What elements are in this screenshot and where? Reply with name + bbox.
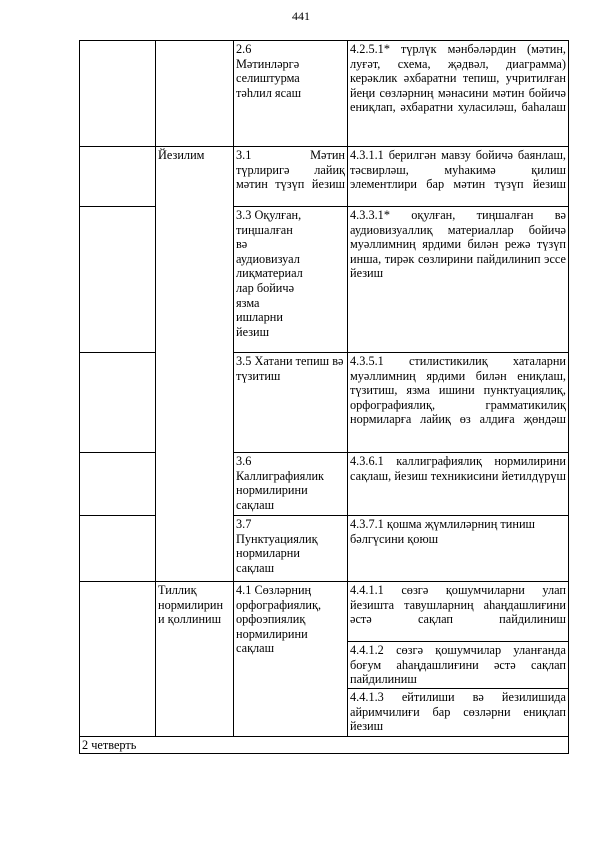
objective-cell: 3.1 Мәтин түрлиригә лайиқ мәтин түзүп йезиш <box>234 147 348 207</box>
objective-cell: 3.6 Каллиграфиялик нормилирини сақлаш <box>234 453 348 516</box>
table-row <box>80 207 569 353</box>
empty-cell <box>80 582 156 737</box>
learning-goal-cell: 4.2.5.1* түрлүк мәнбәләрдин (мәтин, луғәт, схема, җәдвәл, диаграмма) керәклик әхбаратни тепиш, учритилған йеңи сөзләрниң мәнасини мәтин бойичә ениқлап, әхбаратни хуласиләш, баһалаш <box>348 41 569 147</box>
learning-goal-cell: 4.4.1.3 ейтилиши вә йезилишида айримчилиғи бар сөзләрни ениқлап йезиш <box>348 689 569 737</box>
learning-goal-cell: 4.3.6.1 каллиграфиялиқ нормилирини сақлаш, йезиш техникисини йетилдүрүш <box>348 453 569 516</box>
learning-goal-cell: 4.4.1.2 сөзгә қошумчилар уланғанда боғум аһаңдашлиғини әстә сақлап пайдилиниш <box>348 642 569 689</box>
objective-cell: 4.1 Сөзләрниң орфографиялиқ, орфоэпиялиқ нормилирини сақлаш <box>234 582 348 737</box>
empty-cell <box>80 147 156 207</box>
learning-goal-cell: 4.3.1.1 берилгән мавзу бойичә баянлаш, тәсвирләш, муһакимә қилиш элементлири бар мәтин түзүп йезиш <box>348 147 569 207</box>
empty-cell <box>156 41 234 147</box>
learning-goal-cell: 4.3.5.1 стилистикилиқ хаталарни муәллимниң ярдими билән ениқлаш, түзитиш, язма ишини пунктуациялиқ, орфографиялиқ, грамматикилиқ нормиларға лайиқ өз алдиға җөндәш <box>348 353 569 453</box>
table-row <box>80 453 569 516</box>
curriculum-table <box>79 40 569 754</box>
empty-cell <box>80 207 156 353</box>
quarter-label: 2 четверть <box>80 737 569 754</box>
objective-cell: 2.6 Мәтинләргә селиштурма тәһлил ясаш <box>234 41 348 147</box>
section-cell: Тиллиқ нормилирин и қоллиниш <box>156 582 234 737</box>
page-number: 441 <box>292 9 310 23</box>
objective-cell: 3.7 Пунктуациялиқ нормиларни сақлаш <box>234 516 348 582</box>
empty-cell <box>80 516 156 582</box>
table-row <box>80 147 569 207</box>
learning-goal-cell: 4.3.3.1* оқулған, тиңшалған вә аудиовизуаллиқ материаллар бойичә муәллимниң ярдими билән режә түзүп инша, тирәк сөзлирини пайдилинип эссе йезиш <box>348 207 569 353</box>
empty-cell <box>80 41 156 147</box>
table-row <box>80 41 569 147</box>
objective-cell: 3.5 Хатани тепиш вә түзитиш <box>234 353 348 453</box>
table-row <box>80 353 569 453</box>
learning-goal-cell: 4.4.1.1 сөзгә қошумчиларни улап йезишта тавушларниң аһаңдашлиғини әстә сақлап пайдилиниш <box>348 582 569 642</box>
section-cell: Йезилим <box>156 147 234 582</box>
objective-cell: 3.3 Оқулған, тиңшалған вә аудиовизуал лиқматериал лар бойичә язма ишларни йезиш <box>234 207 348 353</box>
table-row <box>80 737 569 754</box>
table-row <box>80 516 569 582</box>
empty-cell <box>80 353 156 453</box>
table-row <box>80 582 569 642</box>
empty-cell <box>80 453 156 516</box>
learning-goal-cell: 4.3.7.1 қошма җүмлиләрниң тиниш бәлгүсини қоюш <box>348 516 569 582</box>
